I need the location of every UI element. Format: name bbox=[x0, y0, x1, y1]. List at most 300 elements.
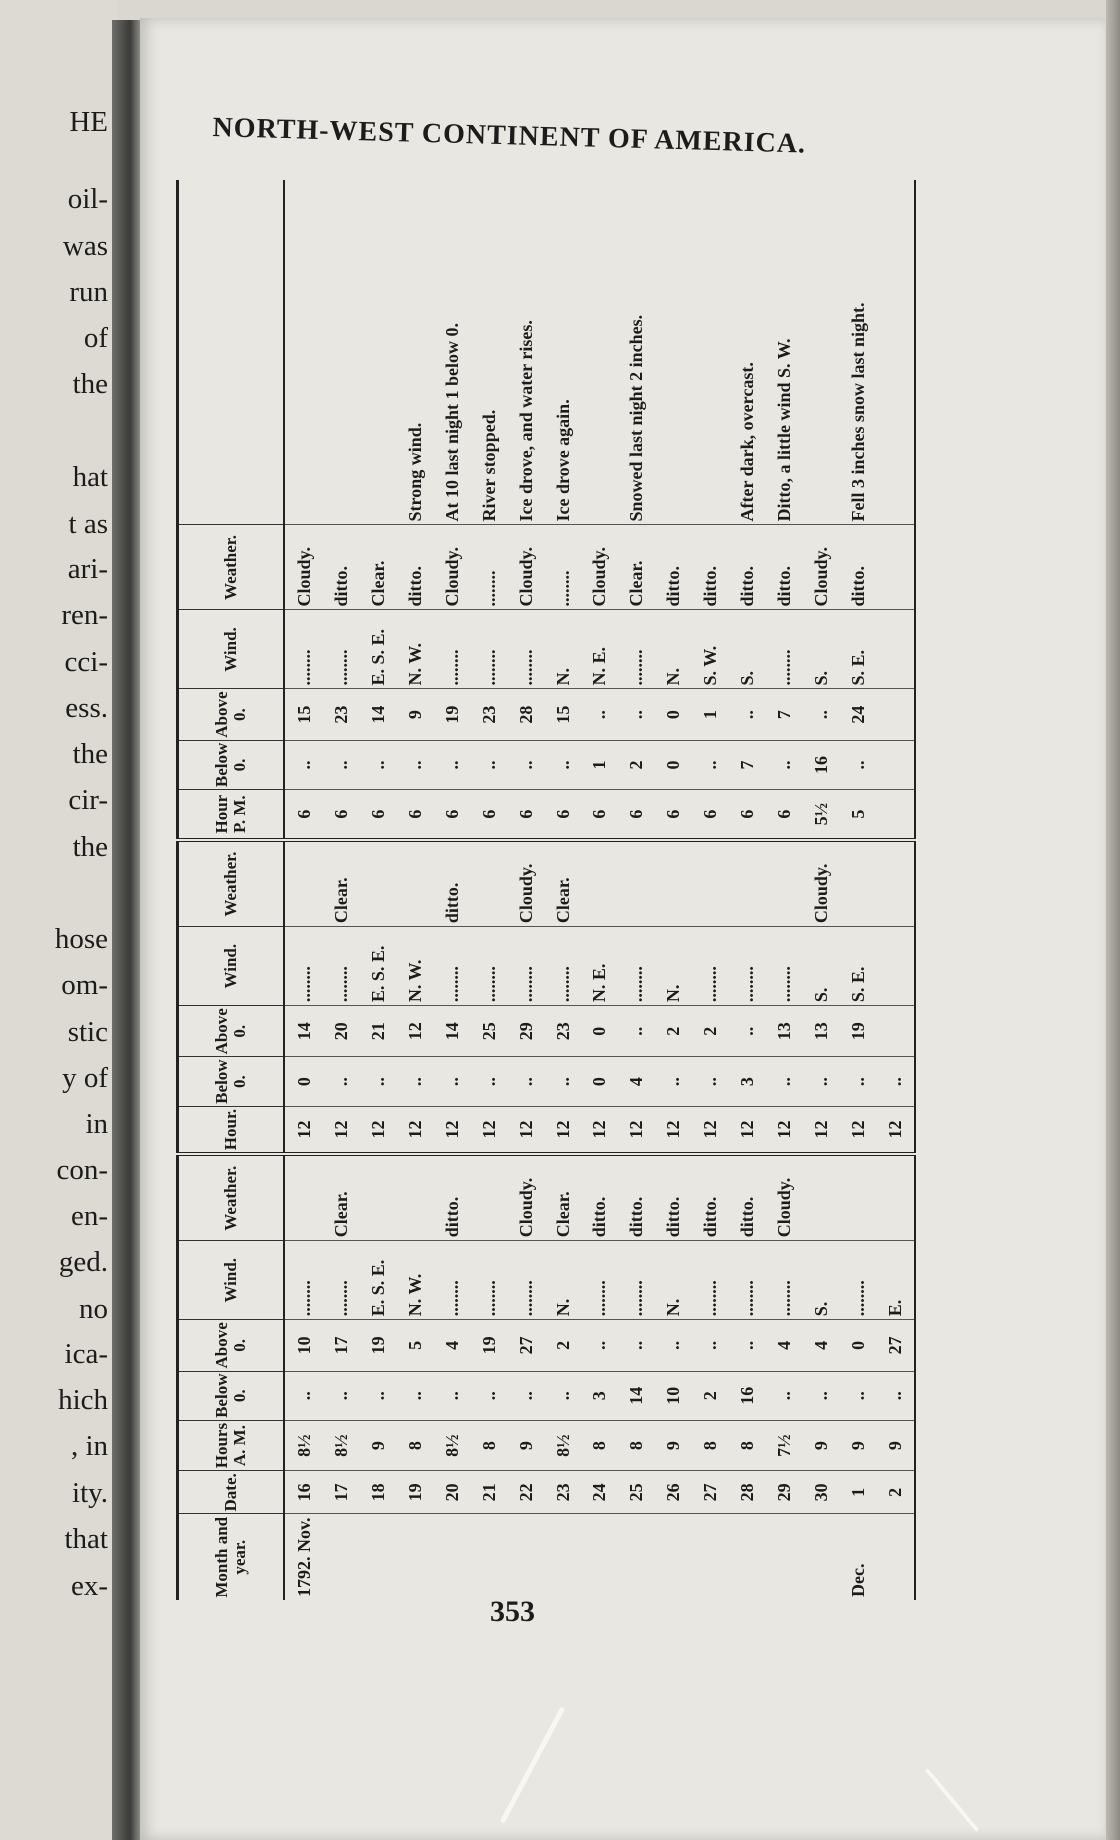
am-weather-cell: ditto. bbox=[655, 1154, 692, 1241]
month-year-cell bbox=[618, 1514, 655, 1600]
am-wind-cell: N. W. bbox=[396, 1241, 433, 1320]
noon-above-cell: 23 bbox=[544, 1006, 581, 1057]
noon-hour-cell: 12 bbox=[507, 1106, 544, 1154]
pm-weather-cell: ditto. bbox=[840, 525, 877, 610]
pm-below-cell: 16 bbox=[803, 740, 840, 789]
pm-above-cell: 19 bbox=[433, 689, 470, 740]
pm-hour-cell: 6 bbox=[655, 790, 692, 841]
noon-wind-cell: N. bbox=[655, 927, 692, 1006]
am-below-cell: .. bbox=[544, 1371, 581, 1420]
pm-hour-cell: 6 bbox=[284, 790, 322, 841]
month-year-cell bbox=[544, 1514, 581, 1600]
book-gutter bbox=[112, 20, 142, 1840]
noon-wind-cell: ........ bbox=[766, 927, 803, 1006]
am-wind-cell: ........ bbox=[692, 1241, 729, 1320]
am-wind-cell: ........ bbox=[581, 1241, 618, 1320]
noon-hour-cell: 12 bbox=[322, 1106, 359, 1154]
noon-above-cell: 14 bbox=[284, 1006, 322, 1057]
remarks-cell: Fell 3 inches snow last night. bbox=[840, 180, 877, 525]
noon-above-cell: 13 bbox=[766, 1006, 803, 1057]
noon-below-cell: 4 bbox=[618, 1057, 655, 1106]
pm-above-cell: 7 bbox=[766, 689, 803, 740]
noon-below-cell: 0 bbox=[581, 1057, 618, 1106]
am-hours-cell: 9 bbox=[655, 1420, 692, 1470]
table-row bbox=[359, 180, 396, 1600]
date-cell: 1 bbox=[840, 1471, 877, 1514]
pm-below-cell bbox=[877, 740, 915, 789]
date-cell: 30 bbox=[803, 1471, 840, 1514]
am-above-cell: 10 bbox=[284, 1320, 322, 1371]
month-year-cell bbox=[581, 1514, 618, 1600]
noon-above-cell: 29 bbox=[507, 1006, 544, 1057]
noon-wind-cell: ........ bbox=[433, 927, 470, 1006]
am-below-cell: 14 bbox=[618, 1371, 655, 1420]
noon-above-cell: 25 bbox=[470, 1006, 507, 1057]
date-cell: 22 bbox=[507, 1471, 544, 1514]
page-edge bbox=[1106, 0, 1120, 1840]
pm-wind-cell: ........ bbox=[433, 610, 470, 689]
left-page-text-fragment: run bbox=[69, 276, 108, 308]
pm-wind-cell bbox=[877, 610, 915, 689]
table-row bbox=[396, 180, 433, 1600]
noon-weather-cell bbox=[581, 840, 618, 927]
page-number: 353 bbox=[490, 1595, 535, 1628]
remarks-cell bbox=[359, 180, 396, 525]
pm-wind-cell: S. W. bbox=[692, 610, 729, 689]
am-above-cell: 27 bbox=[507, 1320, 544, 1371]
noon-wind-cell: N. E. bbox=[581, 927, 618, 1006]
remarks-cell: Ice drove again. bbox=[544, 180, 581, 525]
pm-below-cell: .. bbox=[359, 740, 396, 789]
col-am-below: Below 0. bbox=[178, 1371, 285, 1420]
am-above-cell: 17 bbox=[322, 1320, 359, 1371]
noon-above-cell: 2 bbox=[655, 1006, 692, 1057]
left-page-text-fragment: cir- bbox=[68, 784, 108, 816]
pm-weather-cell: ditto. bbox=[729, 525, 766, 610]
date-cell: 27 bbox=[692, 1471, 729, 1514]
pm-below-cell: .. bbox=[433, 740, 470, 789]
am-wind-cell: N. bbox=[655, 1241, 692, 1320]
noon-below-cell: .. bbox=[433, 1057, 470, 1106]
am-wind-cell: ........ bbox=[507, 1241, 544, 1320]
month-year-cell bbox=[433, 1514, 470, 1600]
am-hours-cell: 8 bbox=[729, 1420, 766, 1470]
col-month-year: Month and year. bbox=[178, 1514, 285, 1600]
noon-above-cell: 0 bbox=[581, 1006, 618, 1057]
noon-wind-cell bbox=[877, 927, 915, 1006]
noon-below-cell: .. bbox=[692, 1057, 729, 1106]
noon-wind-cell: ........ bbox=[692, 927, 729, 1006]
noon-above-cell: 12 bbox=[396, 1006, 433, 1057]
table-row bbox=[470, 180, 507, 1600]
month-year-cell bbox=[655, 1514, 692, 1600]
am-below-cell: 10 bbox=[655, 1371, 692, 1420]
pm-weather-cell: ditto. bbox=[692, 525, 729, 610]
table-row bbox=[544, 180, 581, 1600]
am-above-cell: 2 bbox=[544, 1320, 581, 1371]
am-hours-cell: 8½ bbox=[544, 1420, 581, 1470]
noon-hour-cell: 12 bbox=[470, 1106, 507, 1154]
am-above-cell: .. bbox=[581, 1320, 618, 1371]
noon-below-cell: .. bbox=[396, 1057, 433, 1106]
pm-above-cell: 15 bbox=[284, 689, 322, 740]
am-hours-cell: 8 bbox=[470, 1420, 507, 1470]
pm-below-cell: .. bbox=[544, 740, 581, 789]
noon-hour-cell: 12 bbox=[766, 1106, 803, 1154]
am-above-cell: 4 bbox=[766, 1320, 803, 1371]
table-row bbox=[618, 180, 655, 1600]
noon-hour-cell: 12 bbox=[618, 1106, 655, 1154]
noon-hour-cell: 12 bbox=[359, 1106, 396, 1154]
col-pm-below: Below 0. bbox=[178, 740, 285, 789]
am-hours-cell: 9 bbox=[840, 1420, 877, 1470]
month-year-cell bbox=[877, 1514, 915, 1600]
left-page-text-fragment: ity. bbox=[72, 1477, 108, 1509]
left-page-text-fragment: , in bbox=[70, 1430, 108, 1462]
pm-hour-cell: 6 bbox=[507, 790, 544, 841]
pm-below-cell: .. bbox=[284, 740, 322, 789]
pm-below-cell: .. bbox=[692, 740, 729, 789]
am-weather-cell: Cloudy. bbox=[766, 1154, 803, 1241]
am-weather-cell bbox=[284, 1154, 322, 1241]
am-wind-cell: ........ bbox=[618, 1241, 655, 1320]
header-row bbox=[178, 180, 285, 1600]
am-wind-cell: ........ bbox=[766, 1241, 803, 1320]
am-below-cell: .. bbox=[433, 1371, 470, 1420]
table-row bbox=[692, 180, 729, 1600]
pm-below-cell: .. bbox=[507, 740, 544, 789]
pm-below-cell: .. bbox=[322, 740, 359, 789]
am-below-cell: 2 bbox=[692, 1371, 729, 1420]
left-page-text-fragment: y of bbox=[62, 1062, 108, 1094]
pm-weather-cell: ditto. bbox=[766, 525, 803, 610]
remarks-cell bbox=[692, 180, 729, 525]
am-above-cell: .. bbox=[655, 1320, 692, 1371]
noon-above-cell: 13 bbox=[803, 1006, 840, 1057]
left-page-text-fragment: hose bbox=[54, 923, 108, 955]
table-row bbox=[840, 180, 877, 1600]
am-above-cell: 19 bbox=[359, 1320, 396, 1371]
noon-below-cell: .. bbox=[470, 1057, 507, 1106]
am-weather-cell: ditto. bbox=[433, 1154, 470, 1241]
am-weather-cell: Clear. bbox=[322, 1154, 359, 1241]
am-above-cell: 5 bbox=[396, 1320, 433, 1371]
am-hours-cell: 8½ bbox=[433, 1420, 470, 1470]
pm-below-cell: 0 bbox=[655, 740, 692, 789]
table-row bbox=[581, 180, 618, 1600]
noon-weather-cell: Cloudy. bbox=[803, 840, 840, 927]
am-hours-cell: 7½ bbox=[766, 1420, 803, 1470]
left-page-text-fragment: con- bbox=[56, 1154, 108, 1186]
month-year-cell bbox=[692, 1514, 729, 1600]
table-row bbox=[877, 180, 915, 1600]
pm-above-cell: .. bbox=[729, 689, 766, 740]
am-weather-cell: Clear. bbox=[544, 1154, 581, 1241]
am-below-cell: 16 bbox=[729, 1371, 766, 1420]
date-cell: 25 bbox=[618, 1471, 655, 1514]
table-row bbox=[284, 180, 322, 1600]
remarks-cell: After dark, overcast. bbox=[729, 180, 766, 525]
col-noon-above: Above 0. bbox=[178, 1006, 285, 1057]
noon-below-cell: 3 bbox=[729, 1057, 766, 1106]
am-hours-cell: 8½ bbox=[322, 1420, 359, 1470]
pm-wind-cell: S. bbox=[803, 610, 840, 689]
pm-hour-cell: 6 bbox=[692, 790, 729, 841]
noon-hour-cell: 12 bbox=[396, 1106, 433, 1154]
remarks-cell bbox=[877, 180, 915, 525]
date-cell: 2 bbox=[877, 1471, 915, 1514]
am-weather-cell: ditto. bbox=[729, 1154, 766, 1241]
pm-below-cell: .. bbox=[766, 740, 803, 789]
col-noon-below: Below 0. bbox=[178, 1057, 285, 1106]
left-page-text-fragment: of bbox=[83, 322, 108, 354]
pm-above-cell: 23 bbox=[322, 689, 359, 740]
left-page-margin bbox=[0, 0, 118, 1840]
month-year-cell: 1792. Nov. bbox=[293, 1517, 314, 1597]
noon-hour-cell: 12 bbox=[692, 1106, 729, 1154]
pm-wind-cell: ........ bbox=[284, 610, 322, 689]
noon-hour-cell: 12 bbox=[840, 1106, 877, 1154]
pm-weather-cell: Cloudy. bbox=[433, 525, 470, 610]
pm-wind-cell: N. W. bbox=[396, 610, 433, 689]
am-above-cell: .. bbox=[618, 1320, 655, 1371]
left-page-text-fragment: the bbox=[72, 831, 108, 863]
am-wind-cell: ........ bbox=[840, 1241, 877, 1320]
am-hours-cell: 9 bbox=[507, 1420, 544, 1470]
noon-above-cell: 2 bbox=[692, 1006, 729, 1057]
pm-hour-cell bbox=[877, 790, 915, 841]
am-above-cell: 4 bbox=[433, 1320, 470, 1371]
noon-below-cell: .. bbox=[877, 1057, 915, 1106]
am-below-cell: .. bbox=[840, 1371, 877, 1420]
am-weather-cell bbox=[396, 1154, 433, 1241]
pm-below-cell: 2 bbox=[618, 740, 655, 789]
noon-weather-cell bbox=[877, 840, 915, 927]
noon-hour-cell: 12 bbox=[544, 1106, 581, 1154]
pm-hour-cell: 6 bbox=[322, 790, 359, 841]
am-wind-cell: E. S. E. bbox=[359, 1241, 396, 1320]
pm-hour-cell: 6 bbox=[618, 790, 655, 841]
pm-hour-cell: 5½ bbox=[803, 790, 840, 841]
left-page-text-fragment: ex- bbox=[70, 1570, 108, 1602]
pm-hour-cell: 6 bbox=[396, 790, 433, 841]
am-weather-cell: ditto. bbox=[581, 1154, 618, 1241]
am-weather-cell bbox=[877, 1154, 915, 1241]
weather-register-table bbox=[176, 180, 916, 1600]
am-wind-cell: S. bbox=[803, 1241, 840, 1320]
noon-below-cell: .. bbox=[322, 1057, 359, 1106]
col-pm-above: Above 0. bbox=[178, 689, 285, 740]
date-cell: 17 bbox=[322, 1471, 359, 1514]
noon-hour-cell: 12 bbox=[655, 1106, 692, 1154]
noon-hour-cell: 12 bbox=[803, 1106, 840, 1154]
date-cell: 19 bbox=[396, 1471, 433, 1514]
am-below-cell: .. bbox=[322, 1371, 359, 1420]
am-below-cell: .. bbox=[284, 1371, 322, 1420]
noon-above-cell: 20 bbox=[322, 1006, 359, 1057]
noon-weather-cell bbox=[655, 840, 692, 927]
noon-wind-cell: ........ bbox=[618, 927, 655, 1006]
remarks-cell: Snowed last night 2 inches. bbox=[618, 180, 655, 525]
am-weather-cell bbox=[470, 1154, 507, 1241]
noon-weather-cell bbox=[692, 840, 729, 927]
am-below-cell: .. bbox=[359, 1371, 396, 1420]
am-weather-cell: ditto. bbox=[692, 1154, 729, 1241]
left-page-text-fragment: was bbox=[62, 230, 108, 262]
pm-above-cell: 14 bbox=[359, 689, 396, 740]
pm-weather-cell: Cloudy. bbox=[284, 525, 322, 610]
am-wind-cell: E. bbox=[877, 1241, 915, 1320]
table-row bbox=[766, 180, 803, 1600]
pm-above-cell: 23 bbox=[470, 689, 507, 740]
noon-wind-cell: S. bbox=[803, 927, 840, 1006]
pm-hour-cell: 6 bbox=[544, 790, 581, 841]
pm-above-cell: 24 bbox=[840, 689, 877, 740]
am-wind-cell: ........ bbox=[284, 1241, 322, 1320]
table-row bbox=[507, 180, 544, 1600]
pm-above-cell: .. bbox=[803, 689, 840, 740]
left-page-text-fragment: oil- bbox=[67, 183, 108, 215]
noon-wind-cell: ........ bbox=[470, 927, 507, 1006]
am-hours-cell: 8 bbox=[618, 1420, 655, 1470]
month-year-cell: Dec. bbox=[848, 1563, 869, 1597]
col-am-hours: Hours A. M. bbox=[178, 1420, 285, 1470]
noon-below-cell: .. bbox=[507, 1057, 544, 1106]
am-above-cell: 4 bbox=[803, 1320, 840, 1371]
am-below-cell: .. bbox=[396, 1371, 433, 1420]
remarks-cell bbox=[322, 180, 359, 525]
am-above-cell: .. bbox=[729, 1320, 766, 1371]
noon-weather-cell bbox=[396, 840, 433, 927]
noon-below-cell: .. bbox=[840, 1057, 877, 1106]
noon-hour-cell: 12 bbox=[877, 1106, 915, 1154]
left-page-text-fragment: ica- bbox=[64, 1338, 108, 1370]
pm-hour-cell: 6 bbox=[470, 790, 507, 841]
left-page-text-fragment: that bbox=[64, 1523, 108, 1555]
remarks-cell bbox=[803, 180, 840, 525]
left-page-text-fragment: ess. bbox=[65, 692, 108, 724]
pm-wind-cell: ........ bbox=[766, 610, 803, 689]
left-page-text-fragment: en- bbox=[70, 1200, 108, 1232]
pm-below-cell: .. bbox=[470, 740, 507, 789]
pm-wind-cell: N. bbox=[655, 610, 692, 689]
am-weather-cell bbox=[840, 1154, 877, 1241]
pm-above-cell bbox=[877, 689, 915, 740]
am-weather-cell: ditto. bbox=[618, 1154, 655, 1241]
remarks-cell: River stopped. bbox=[470, 180, 507, 525]
am-below-cell: .. bbox=[507, 1371, 544, 1420]
noon-wind-cell: N. W. bbox=[396, 927, 433, 1006]
col-am-above: Above 0. bbox=[178, 1320, 285, 1371]
am-hours-cell: 9 bbox=[877, 1420, 915, 1470]
am-hours-cell: 9 bbox=[803, 1420, 840, 1470]
am-wind-cell: ........ bbox=[433, 1241, 470, 1320]
pm-below-cell: .. bbox=[840, 740, 877, 789]
noon-hour-cell: 12 bbox=[581, 1106, 618, 1154]
pm-hour-cell: 6 bbox=[729, 790, 766, 841]
pm-above-cell: 0 bbox=[655, 689, 692, 740]
pm-hour-cell: 6 bbox=[433, 790, 470, 841]
noon-weather-cell bbox=[359, 840, 396, 927]
date-cell: 18 bbox=[359, 1471, 396, 1514]
pm-weather-cell: ditto. bbox=[396, 525, 433, 610]
left-page-text-fragment: cci- bbox=[64, 646, 108, 678]
col-pm-wind: Wind. bbox=[178, 610, 285, 689]
noon-below-cell: .. bbox=[544, 1057, 581, 1106]
date-cell: 21 bbox=[470, 1471, 507, 1514]
noon-above-cell: .. bbox=[729, 1006, 766, 1057]
am-hours-cell: 8 bbox=[396, 1420, 433, 1470]
left-page-text-fragment: the bbox=[72, 738, 108, 770]
am-wind-cell: N. bbox=[544, 1241, 581, 1320]
am-below-cell: 3 bbox=[581, 1371, 618, 1420]
col-pm-hour: Hour P. M. bbox=[178, 790, 285, 841]
pm-weather-cell: ditto. bbox=[322, 525, 359, 610]
remarks-cell bbox=[655, 180, 692, 525]
month-year-cell bbox=[322, 1514, 359, 1600]
left-page-text-fragment: no bbox=[79, 1293, 108, 1325]
pm-wind-cell: ........ bbox=[470, 610, 507, 689]
pm-above-cell: .. bbox=[618, 689, 655, 740]
col-date: Date. bbox=[178, 1471, 285, 1514]
table-row bbox=[433, 180, 470, 1600]
month-year-cell bbox=[359, 1514, 396, 1600]
am-below-cell: .. bbox=[766, 1371, 803, 1420]
pm-weather-cell: Cloudy. bbox=[803, 525, 840, 610]
date-cell: 20 bbox=[433, 1471, 470, 1514]
noon-weather-cell: Clear. bbox=[322, 840, 359, 927]
noon-weather-cell bbox=[284, 840, 322, 927]
left-page-text-fragment: ren- bbox=[61, 599, 108, 631]
pm-below-cell: 7 bbox=[729, 740, 766, 789]
pm-wind-cell: N. bbox=[544, 610, 581, 689]
am-below-cell: .. bbox=[877, 1371, 915, 1420]
table-row bbox=[655, 180, 692, 1600]
pm-weather-cell: Clear. bbox=[359, 525, 396, 610]
pm-above-cell: 1 bbox=[692, 689, 729, 740]
noon-weather-cell bbox=[840, 840, 877, 927]
date-cell: 28 bbox=[729, 1471, 766, 1514]
pm-hour-cell: 6 bbox=[581, 790, 618, 841]
pm-wind-cell: S. E. bbox=[840, 610, 877, 689]
am-hours-cell: 9 bbox=[359, 1420, 396, 1470]
noon-weather-cell bbox=[766, 840, 803, 927]
am-above-cell: .. bbox=[692, 1320, 729, 1371]
left-page-text-fragment: ged. bbox=[58, 1246, 108, 1278]
running-head: NORTH-WEST CONTINENT OF AMERICA. bbox=[212, 112, 807, 160]
col-am-wind: Wind. bbox=[178, 1241, 285, 1320]
am-weather-cell: Cloudy. bbox=[507, 1154, 544, 1241]
pm-weather-cell: ditto. bbox=[655, 525, 692, 610]
remarks-cell: Strong wind. bbox=[396, 180, 433, 525]
remarks-cell: At 10 last night 1 below 0. bbox=[433, 180, 470, 525]
month-year-cell bbox=[766, 1514, 803, 1600]
noon-hour-cell: 12 bbox=[433, 1106, 470, 1154]
am-hours-cell: 8½ bbox=[284, 1420, 322, 1470]
am-weather-cell bbox=[803, 1154, 840, 1241]
month-year-cell bbox=[507, 1514, 544, 1600]
noon-weather-cell bbox=[618, 840, 655, 927]
pm-weather-cell: Cloudy. bbox=[507, 525, 544, 610]
remarks-cell: Ice drove, and water rises. bbox=[507, 180, 544, 525]
table-row bbox=[803, 180, 840, 1600]
noon-weather-cell bbox=[729, 840, 766, 927]
date-cell: 16 bbox=[284, 1471, 322, 1514]
am-hours-cell: 8 bbox=[692, 1420, 729, 1470]
noon-above-cell: 14 bbox=[433, 1006, 470, 1057]
left-page-text-fragment: in bbox=[85, 1108, 108, 1140]
left-page-text-fragment: the bbox=[72, 368, 108, 400]
